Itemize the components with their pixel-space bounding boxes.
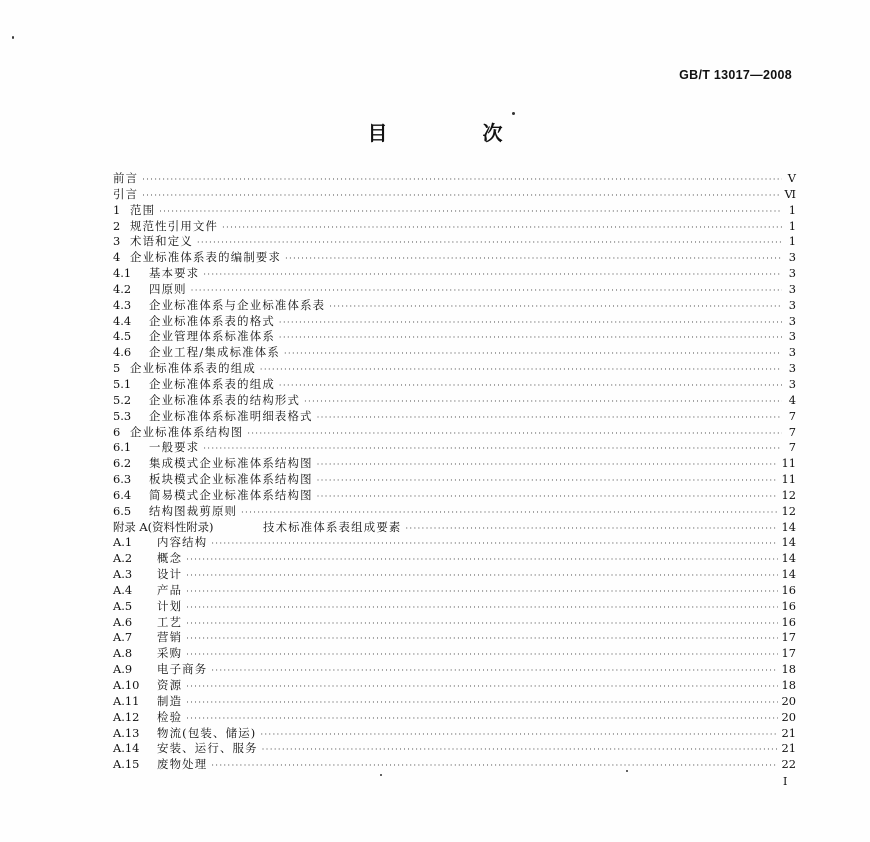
toc-entry-page: 3 [788,376,796,391]
toc-entry[interactable] [113,630,796,646]
toc-leader-dots [186,584,777,600]
toc-leader-dots [285,251,782,267]
toc-entry-page: 18 [781,678,796,692]
toc-entry-page: 20 [781,693,796,708]
toc-entry[interactable] [113,583,796,599]
toc-entry-page: 7 [788,440,796,455]
toc-entry-number: A.13 [113,725,140,740]
toc-leader-dots [222,220,782,236]
toc-entry-page: 22 [781,757,796,772]
toc-entry-number: 2 [113,218,121,233]
toc-entry-title: 电子商务 [157,662,208,677]
toc-leader-dots [262,742,778,758]
toc-entry-title: 企业标准体系表的组成 [149,376,275,391]
toc-entry-title: 范围 [130,202,156,217]
toc-entry-page: 1 [788,202,796,217]
toc-entry[interactable] [113,646,796,662]
toc-entry[interactable] [113,345,796,361]
toc-entry-page: 1 [788,218,796,233]
toc-entry-title: 技术标准体系表组成要素 [263,519,402,534]
toc-leader-dots [406,521,778,537]
toc-entry[interactable] [113,361,796,377]
toc-entry-page: 3 [788,313,796,328]
toc-entry-number: A.3 [113,567,133,582]
toc-entry-title: 检验 [157,709,183,724]
toc-entry[interactable] [113,393,796,409]
toc-leader-dots [284,346,782,362]
toc-entry[interactable] [113,694,796,710]
toc-entry-title: 物流(包装、储运) [157,725,257,740]
toc-entry-number: A.6 [113,614,133,629]
toc-entry-title: 概念 [157,551,183,566]
toc-entry-number: A.8 [113,646,133,661]
toc-entry-page: 12 [781,503,796,518]
toc-leader-dots [241,505,777,521]
toc-leader-dots [304,394,782,410]
toc-entry-number: A.15 [113,757,140,772]
toc-leader-dots [186,600,777,616]
toc-entry[interactable] [113,567,796,583]
toc-entry-number: 3 [113,234,121,249]
toc-entry-title: 企业标准体系表的组成 [130,361,256,376]
toc-entry-title: 集成模式企业标准体系结构图 [149,456,313,471]
toc-entry-page: 14 [781,551,796,566]
toc-entry-page: 4 [788,392,796,407]
toc-leader-dots [142,172,782,188]
toc-entry[interactable] [113,472,796,488]
toc-entry[interactable] [113,551,796,567]
toc-entry-number: 5.1 [113,376,132,391]
toc-entry-page: Ⅵ [784,186,796,201]
toc-entry-title: 板块模式企业标准体系结构图 [149,472,313,487]
toc-entry-number: 5.3 [113,408,132,423]
toc-entry-page: 11 [781,472,796,487]
toc-entry-title: 企业标准体系表的格式 [149,313,275,328]
toc-entry[interactable] [113,409,796,425]
toc-entry-title: 安装、运行、服务 [157,741,258,756]
toc-leader-dots [186,616,777,632]
toc-entry-number: A.5 [113,598,133,613]
scan-speck [12,36,14,39]
toc-entry-title: 企业标准体系标准明细表格式 [149,408,313,423]
toc-entry-page: 21 [781,741,796,756]
scan-speck [512,112,515,115]
toc-entry-title: 企业标准体系表的结构形式 [149,392,301,407]
toc-entry-number: 5 [113,361,121,376]
toc-entry-page: 3 [788,250,796,265]
toc-leader-dots [317,457,778,473]
toc-entry[interactable] [113,282,796,298]
toc-leader-dots [329,299,782,315]
toc-leader-dots [211,758,777,774]
toc-entry-title: 结构图裁剪原则 [149,503,238,518]
toc-entry-number: A.4 [113,582,133,597]
toc-entry-number: 1 [113,202,121,217]
page-folio: I [783,775,788,788]
toc-entry-title: 企业标准体系结构图 [130,424,244,439]
toc-entry-page: 14 [781,567,796,582]
toc-entry-title: 术语和定义 [130,234,193,249]
toc-entry-title: 内容结构 [157,535,208,550]
toc-entry-page: 3 [788,266,796,281]
toc-entry-title: 一般要求 [149,440,200,455]
toc-entry[interactable] [113,203,796,219]
standard-code: GB/T 13017—2008 [679,68,792,82]
toc-entry-number: 4.1 [113,266,132,281]
toc-entry[interactable] [113,250,796,266]
toc-entry-number: 6.5 [113,503,132,518]
scan-speck [380,774,382,776]
toc-entry-number: A.12 [113,709,140,724]
toc-leader-dots [142,188,780,204]
toc-entry-page: 11 [781,456,796,471]
toc-leader-dots [317,473,778,489]
toc-entry-title: 设计 [157,567,183,582]
toc-entry-title: 基本要求 [149,266,200,281]
toc-entry[interactable] [113,726,796,742]
toc-entry-title: 企业标准体系与企业标准体系表 [149,297,326,312]
toc-leader-dots [203,267,782,283]
toc-entry-title: 产品 [157,582,183,597]
toc-entry[interactable] [113,757,796,773]
toc-entry-title: 工艺 [157,614,183,629]
toc-entry[interactable] [113,678,796,694]
toc-entry-page: 16 [781,582,796,597]
toc-entry-page: 16 [781,598,796,613]
toc-entry-number: A.10 [113,678,140,692]
toc-entry[interactable] [113,535,796,551]
toc-entry-number: 4.3 [113,297,132,312]
toc-entry-number: A.11 [113,693,140,708]
toc-entry-page: 7 [788,424,796,439]
toc-entry[interactable] [113,488,796,504]
toc-entry-number: 4.6 [113,345,132,360]
toc-entry[interactable] [113,171,796,187]
toc-leader-dots [159,204,782,220]
toc-leader-dots [211,536,777,552]
toc-entry-page: 14 [781,535,796,550]
toc-entry-page: 3 [788,329,796,344]
toc-leader-dots [191,283,782,299]
toc-entry-page: V [787,171,796,185]
toc-entry[interactable] [113,425,796,441]
toc-entry[interactable] [113,298,796,314]
toc-entry-number: 4.4 [113,313,132,328]
toc-entry-number: 6.1 [113,440,132,455]
toc-entry-number: 附录 A(资料性附录) [113,519,214,534]
toc-entry-title: 规范性引用文件 [130,218,219,233]
toc-entry-page: 18 [781,662,796,677]
toc-entry-title: 制造 [157,693,183,708]
toc-entry-number: A.2 [113,551,133,566]
toc-entry-page: 3 [788,281,796,296]
toc-leader-dots [279,330,782,346]
toc-entry-page: 21 [781,725,796,740]
toc-entry-number: 6 [113,424,121,439]
toc-entry-title: 营销 [157,630,183,645]
toc-entry-number: 6.3 [113,472,132,487]
toc-entry[interactable] [113,456,796,472]
toc-entry[interactable] [113,520,796,536]
toc-entry[interactable] [113,440,796,456]
toc-entry-number: 6.2 [113,456,132,471]
toc-leader-dots [279,315,782,331]
toc-entry-number: A.9 [113,662,133,677]
toc-entry-page: 3 [788,361,796,376]
toc-entry[interactable] [113,329,796,345]
toc-entry-title: 计划 [157,598,183,613]
toc-entry-title: 采购 [157,646,183,661]
toc-leader-dots [260,362,782,378]
toc-leader-dots [186,679,777,695]
toc-leader-dots [203,441,782,457]
toc-entry-number: A.7 [113,630,133,645]
toc-entry-page: 14 [781,519,796,534]
toc-entry-page: 17 [781,646,796,661]
toc-entry-title: 废物处理 [157,757,208,772]
toc-entry[interactable] [113,741,796,757]
toc-entry[interactable] [113,187,796,203]
toc-entry-title: 引言 [113,186,139,201]
toc-entry[interactable] [113,504,796,520]
toc-entry[interactable] [113,219,796,235]
toc-entry-page: 17 [781,630,796,645]
toc-entry-title: 企业管理体系标准体系 [149,329,275,344]
toc-entry-number: 4.2 [113,281,132,296]
toc-entry-number: A.14 [113,741,140,756]
toc-leader-dots [211,663,777,679]
toc-entry-title: 企业标准体系表的编制要求 [130,250,282,265]
toc-entry-number: 5.2 [113,392,132,407]
toc-entry-page: 3 [788,297,796,312]
toc-entry[interactable] [113,662,796,678]
toc-entry-page: 1 [788,234,796,249]
toc-entry-number: 6.4 [113,487,132,502]
toc-leader-dots [186,631,777,647]
toc-entry-title: 四原则 [149,281,187,296]
toc-leader-dots [260,727,777,743]
toc-entry-page: 12 [781,487,796,502]
toc-leader-dots [317,489,778,505]
page-title: 目 次 [367,121,547,145]
toc-entry-page: 7 [788,408,796,423]
toc-leader-dots [186,647,777,663]
toc-entry[interactable] [113,266,796,282]
toc-leader-dots [186,695,777,711]
toc-entry[interactable] [113,377,796,393]
toc-entry[interactable] [113,234,796,250]
toc-leader-dots [279,378,782,394]
toc-entry-page: 20 [781,709,796,724]
toc-entry-number: 4.5 [113,329,132,344]
toc-leader-dots [186,711,777,727]
toc-entry[interactable] [113,615,796,631]
toc-leader-dots [197,235,782,251]
toc-entry-title: 企业工程/集成标准体系 [149,345,280,360]
toc-leader-dots [186,568,777,584]
toc-entry-page: 16 [781,614,796,629]
toc-entry[interactable] [113,599,796,615]
toc-leader-dots [186,552,777,568]
toc-entry-title: 资源 [157,678,183,692]
toc-entry-title: 前言 [113,171,139,185]
toc-entry[interactable] [113,314,796,330]
toc-entry[interactable] [113,710,796,726]
toc-entry-number: A.1 [113,535,133,550]
toc-leader-dots [317,410,782,426]
table-of-contents [113,171,796,773]
toc-entry-number: 4 [113,250,121,265]
toc-entry-page: 3 [788,345,796,360]
toc-leader-dots [247,426,782,442]
toc-entry-title: 简易模式企业标准体系结构图 [149,487,313,502]
